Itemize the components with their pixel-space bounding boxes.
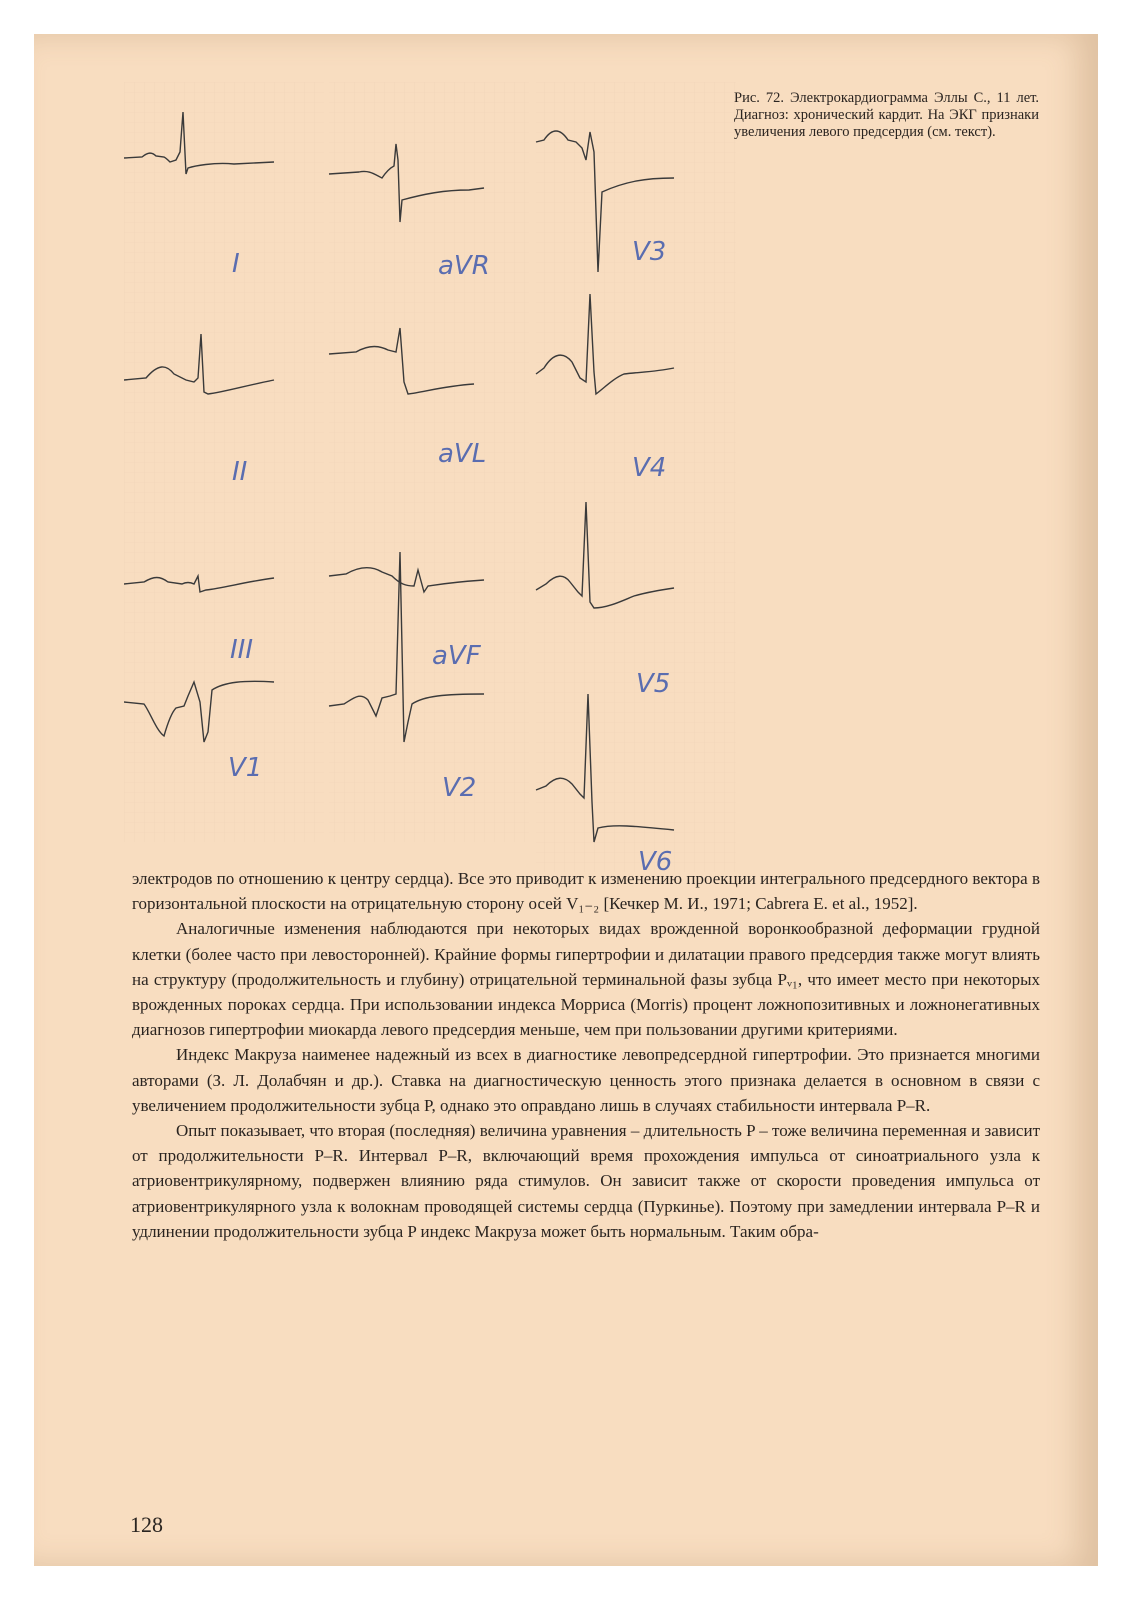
ecg-figure (124, 82, 744, 872)
paragraph-4: Опыт показывает, что вторая (последняя) величина уравнения – длительность P – тоже величина переменная и зависит от продолжительности P–R. Интервал P–R, включающий время прохождения импульса от синоатриального узла к атриовентрикулярному, подвержен влиянию ряда стимулов. Он зависит также от скорости проведения импульса от атриовентрикулярного узла к волокнам проводящей системы сердца (Пуркинье). Поэтому при замедлении интервала P–R и удлинении продолжительности зубца P индекс Макруза может быть нормальным. Таким обра- (132, 1121, 1040, 1241)
lead-label-aVR: aVR (438, 251, 490, 281)
grid-panel-1 (124, 82, 324, 842)
figure-caption: Рис. 72. Электрокардиограмма Эллы С., 11 лет. Диагноз: хронический кардит. На ЭКГ признаки увеличения левого предсердия (см. текст). (734, 90, 1039, 140)
lead-label-V6: V6 (638, 847, 673, 872)
lead-label-III: III (230, 635, 254, 665)
grid-panel-2 (329, 82, 529, 842)
paragraph-1: электродов по отношению к центру сердца). Все это приводит к изменению проекции интегрального предсердного вектора в горизонтальной плоскости на отрицательную сторону осей V₁₋₂ [Кечкер М. И., 1971; Cabrera E. et al., 1952]. (132, 869, 1040, 914)
lead-label-II: II (232, 457, 248, 487)
paragraph-2: Аналогичные изменения наблюдаются при некоторых видах врожденной воронкообразной деформации грудной клетки (более часто при левосторонней). Крайние формы гипертрофии и дилатации правого предсердия также могут влиять на структуру (продолжительность и глубину) отрицательной терминальной фазы зубца Pᵥ₁, что имеет место при некоторых врожденных пороках сердца. При использовании индекса Морриса (Morris) процент ложнопозитивных и ложнонегативных диагнозов гипертрофии миокарда левого предсердия меньше, чем при пользовании другими критериями. (132, 919, 1040, 1040)
lead-label-I: I (232, 249, 240, 279)
lead-label-V3: V3 (632, 237, 667, 267)
ecg-strips (124, 82, 744, 872)
paragraph-3: Индекс Макруза наименее надежный из всех в диагностике левопредсердной гипертрофии. Это признается многими авторами (З. Л. Долабчян и др.). Ставка на диагностическую ценность этого признака делается в основном в связи с увеличением продолжительности зубца P, однако это оправдано лишь в случаях стабильности интервала P–R. (132, 1045, 1040, 1115)
book-page (34, 34, 1098, 1566)
lead-label-V2: V2 (442, 773, 477, 803)
lead-label-V1: V1 (228, 753, 263, 783)
lead-label-aVL: aVL (438, 439, 487, 469)
page-number: 128 (130, 1512, 163, 1537)
lead-label-V4: V4 (632, 453, 667, 483)
body-text (132, 866, 1040, 1244)
lead-label-aVF: aVF (432, 641, 481, 671)
lead-label-V5: V5 (636, 669, 671, 699)
